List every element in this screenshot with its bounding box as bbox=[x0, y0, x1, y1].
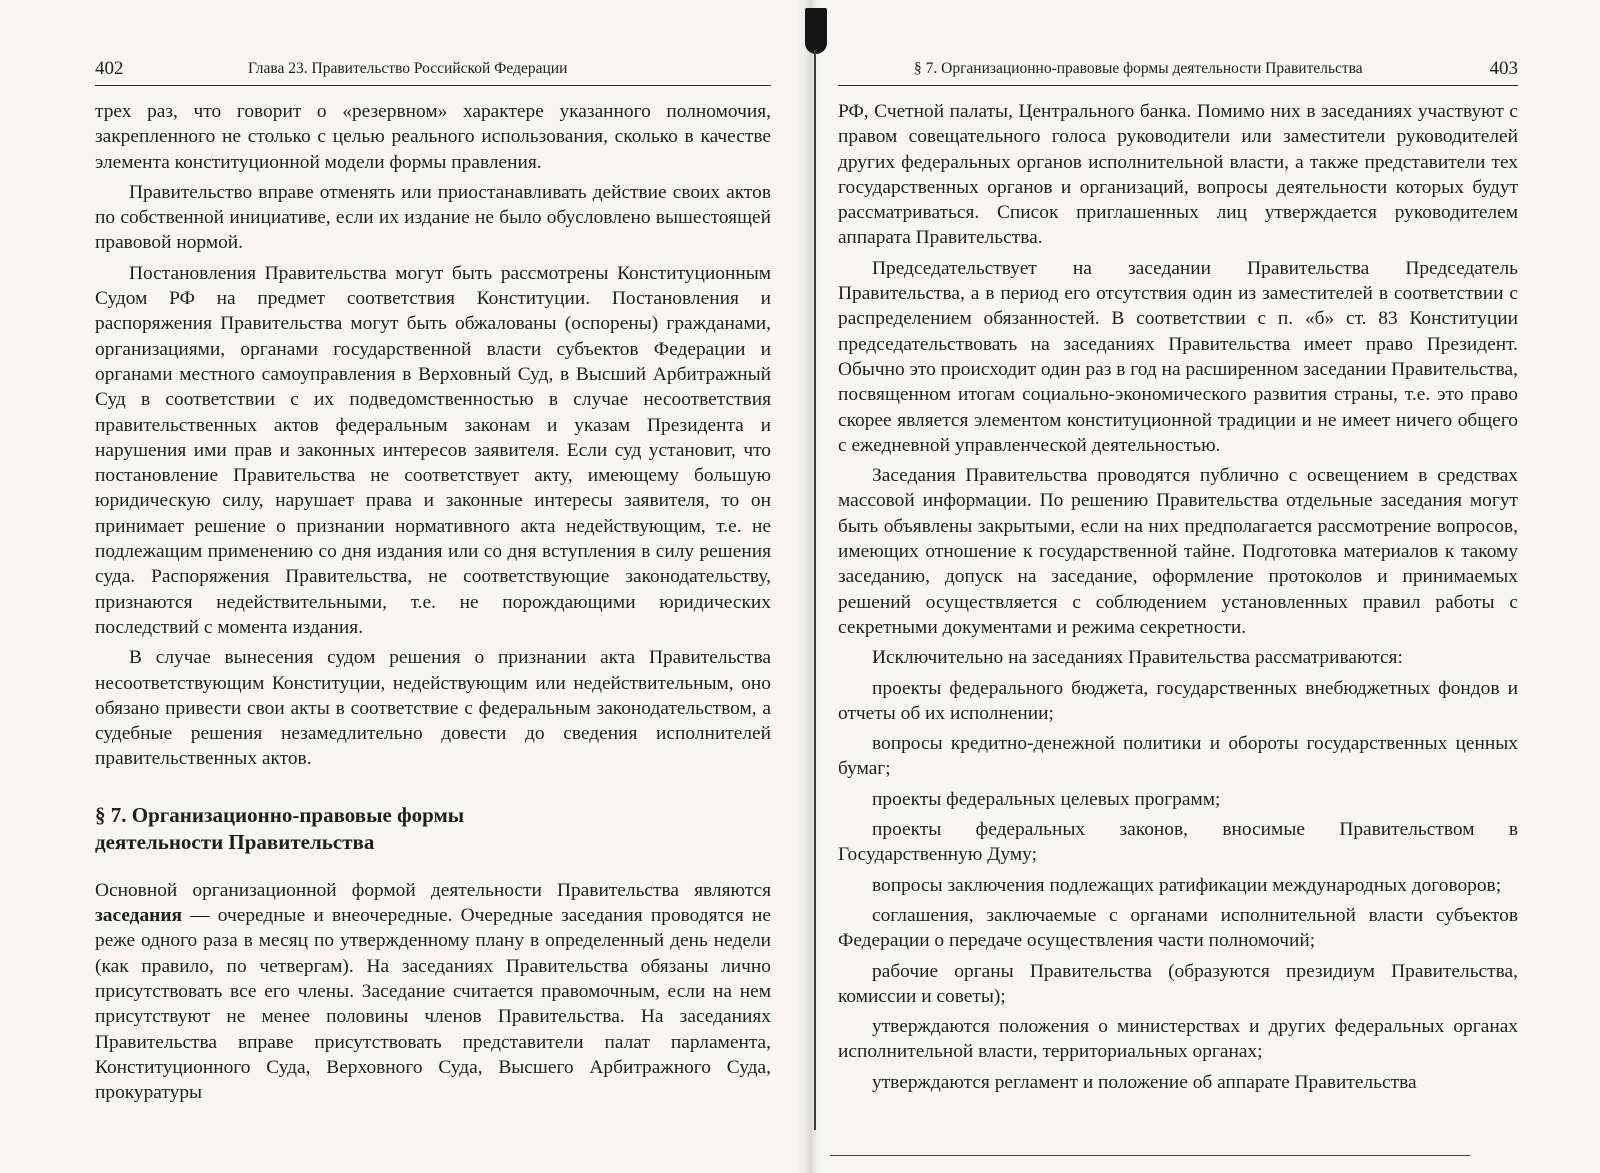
left-paragraph-5 bbox=[95, 878, 771, 1106]
list-item: проекты федерального бюджета, государственных внебюджетных фондов и отчеты об их исполнении; bbox=[838, 677, 1518, 724]
section-heading-line-2: деятельности Правительства bbox=[95, 829, 375, 854]
left-page bbox=[95, 0, 771, 1173]
binding-line bbox=[814, 50, 816, 1130]
left-paragraph-5-start: Основной организационной формой деятельности Правительства являются bbox=[95, 879, 771, 901]
left-page-number: 402 bbox=[95, 58, 124, 79]
left-paragraph-3: Постановления Правительства могут быть рассмотрены Конституционным Судом РФ на предмет соответствия Конституции. Постановления и распоряжения Правительства могут быть обжалованы (оспорены) гражданами, организациями, органами государственной власти субъектов Федерации и органами местного самоуправления в Верховный Суд, в Высший Арбитражный Суд в соответствии с их подведомственностью в случае несоответствия правительственных актов федеральным законам и указам Президента и нарушения ими прав и законных интересов заявителя. Если суд установит, что постановление Правительства не соответствует акту, имеющему большую юридическую силу, нарушает права и законные интересы заявителя, то он принимает решение о признании нормативного акта недействующим, т.е. не подлежащим применению со дня издания или со дня вступления в силу решения суда. Распоряжения Правительства, не соответствующие законодательству, признаются недействительными, т.е. не порождающими юридических последствий с момента издания. bbox=[95, 262, 771, 638]
bottom-rule bbox=[830, 1155, 1470, 1156]
section-heading-line-1: § 7. Организационно-правовые формы bbox=[95, 802, 465, 827]
right-header-rule bbox=[838, 85, 1518, 86]
left-header-rule bbox=[95, 85, 771, 86]
binding-mark bbox=[805, 8, 827, 54]
right-running-head bbox=[838, 56, 1518, 82]
book-gutter bbox=[795, 0, 823, 1173]
left-paragraph-1: трех раз, что говорит о «резервном» характере указанного полномочия, закрепленного не столько с целью реального использования, сколько в качестве элемента конституционной модели формы правления. bbox=[95, 101, 771, 173]
left-running-head bbox=[95, 56, 771, 82]
left-paragraph-2: Правительство вправе отменять или приостанавливать действие своих актов по собственной инициативе, если их издание не было обусловлено вышестоящей правовой нормой. bbox=[95, 181, 771, 254]
list-item: вопросы кредитно-денежной политики и обороты государственных ценных бумаг; bbox=[838, 733, 1518, 780]
right-page-number: 403 bbox=[1489, 58, 1518, 79]
right-page bbox=[838, 0, 1518, 1173]
right-running-title: § 7. Организационно-правовые формы деятельности Правительства bbox=[914, 60, 1363, 77]
right-paragraph-1: РФ, Счетной палаты, Центрального банка. Помимо них в заседаниях участвуют с правом совещательного голоса руководители или заместители руководителей других федеральных органов исполнительной власти, а также представители тех государственных органов и организаций, вопросы деятельности которых будут рассматриваться. Список приглашенных лиц утверждается руководителем аппарата Правительства. bbox=[838, 101, 1518, 249]
left-page-text bbox=[95, 99, 771, 1110]
section-heading bbox=[95, 802, 771, 856]
right-page-text bbox=[838, 99, 1518, 1100]
left-paragraph-5-rest: — очередные и внеочередные. Очередные заседания проводятся не реже одного раза в месяц по утвержденному плану в определенный день недели (как правило, по четвергам). На заседаниях Правительства обязаны лично присутствовать все его члены. Заседание считается правомочным, если на нем присутствуют не менее половины членов Правительства. На заседаниях Правительства вправе присутствовать представители палат парламента, Конституционного Суда, Верховного Суда, Высшего Арбитражного Суда, прокуратуры bbox=[95, 905, 771, 1104]
list-item: проекты федеральных целевых программ; bbox=[872, 788, 1221, 810]
list-item: утверждаются положения о министерствах и других федеральных органах исполнительной власти, территориальных органах; bbox=[838, 1016, 1518, 1063]
list-item: рабочие органы Правительства (образуются президиум Правительства, комиссии и советы); bbox=[838, 960, 1518, 1007]
left-paragraph-4: В случае вынесения судом решения о признании акта Правительства несоответствующим Конституции, недействующим или недействительным, оно обязано привести свои акты в соответствие с федеральным законодательством, а судебные решения незамедлительно довести до сведения исполнителей правительственных актов. bbox=[95, 647, 771, 770]
list-item: утверждаются регламент и положение об аппарате Правительства bbox=[872, 1071, 1417, 1093]
bold-term-zasedaniya: заседания bbox=[95, 905, 183, 927]
left-running-title: Глава 23. Правительство Российской Федерации bbox=[248, 60, 568, 77]
right-paragraph-3: Заседания Правительства проводятся публично с освещением в средствах массовой информации. По решению Правительства отдельные заседания могут быть объявлены закрытыми, если на них предполагается рассмотрение вопросов, имеющих отношение к государственной тайне. Подготовка материалов к такому заседанию, допуск на заседание, оформление протоколов и принимаемых решений осуществляется с соблюдением установленных правил работы с секретными документами и режима секретности. bbox=[838, 465, 1518, 638]
list-item: соглашения, заключаемые с органами исполнительной власти субъектов Федерации о передаче осуществления части полномочий; bbox=[838, 904, 1518, 952]
list-item: проекты федеральных законов, вносимые Правительством в Государственную Думу; bbox=[838, 819, 1518, 866]
list-item: вопросы заключения подлежащих ратификации международных договоров; bbox=[872, 874, 1502, 896]
right-paragraph-4: Исключительно на заседаниях Правительства рассматриваются: bbox=[872, 647, 1403, 669]
right-paragraph-2: Председательствует на заседании Правительства Председатель Правительства, а в период его отсутствия один из заместителей в соответствии с распределением обязанностей. В соответствии с п. «б» ст. 83 Конституции председательствовать на заседаниях Правительства имеет право Президент. Обычно это происходит один раз в год на расширенном заседании Правительства, посвященном итогам социально-экономического развития страны, т.е. это право скорее является элементом конституционной традиции и не имеет ничего общего с ежедневной управленческой деятельностью. bbox=[838, 257, 1518, 456]
